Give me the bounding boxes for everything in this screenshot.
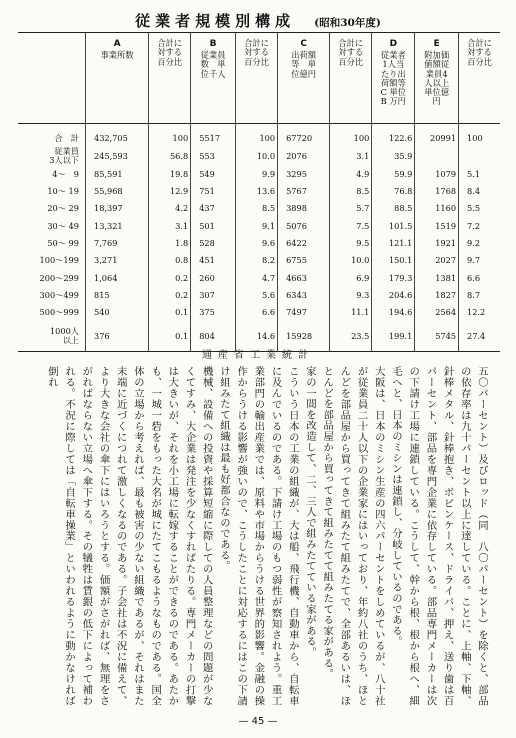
table-cell: 4663 (278, 269, 330, 286)
table-cell: 451 (191, 252, 236, 269)
page-header (0, 10, 516, 31)
column-letter: C (300, 39, 307, 49)
column-header (459, 33, 500, 124)
paragraph: こういう日本の工業の組織が、大は船、飛行機、自動車から、自転車に及んでいるのである。下請け工場のもつ弱性が察知されよう。重工業部門の輸出産業では、原料や市場からうける世界的影響。金融の操作からうける影響が強いので、こうしたことに対応するにはこの下請け組みたて組織は最も好都合なのである。 (217, 366, 299, 706)
table-cell: 150.1 (372, 252, 415, 269)
table-cell (415, 147, 459, 165)
row-label (18, 304, 85, 321)
table-cell: 751 (191, 183, 236, 200)
table-cell: 3.1 (149, 218, 191, 235)
row-label (18, 235, 85, 252)
table-cell: 6.9 (330, 269, 372, 286)
table-cell: 13.6 (236, 183, 278, 200)
column-header-line: 円 (432, 96, 441, 107)
table-cell: 2027 (415, 252, 459, 269)
table-cell: 100 (459, 124, 500, 148)
column-header-line: 人以上 (424, 77, 450, 88)
table-cell: 100 (330, 124, 372, 148)
column-letter: A (113, 39, 121, 49)
table-cell: 540 (85, 304, 148, 321)
table-row (18, 218, 500, 235)
table-cell: 11.1 (330, 304, 372, 321)
column-letter: B (209, 39, 217, 49)
stats-table (18, 32, 500, 352)
table-cell: 2076 (278, 147, 330, 165)
table-row (18, 287, 500, 304)
table-row (18, 124, 500, 148)
table-cell: 179.3 (372, 269, 415, 286)
row-label (18, 147, 85, 165)
row-label-text: 合 計 (54, 133, 79, 144)
table-cell: 10.0 (236, 147, 278, 165)
table-cell: 1921 (415, 235, 459, 252)
column-header-line: 数 単 (200, 59, 226, 70)
row-label (18, 269, 85, 286)
table-cell: 0.2 (149, 269, 191, 286)
table-cell: 1768 (415, 183, 459, 200)
table-cell: 437 (191, 200, 236, 217)
table-cell: 1827 (415, 287, 459, 304)
row-label-text: 300〜499 (39, 289, 79, 300)
row-label-text-2: 3人以下 (49, 155, 79, 166)
table-cell: 6.6 (459, 269, 500, 286)
row-label (18, 200, 85, 217)
table-cell: 15928 (278, 321, 330, 352)
table-cell: 23.5 (330, 321, 372, 352)
table-row (18, 235, 500, 252)
column-header-line: 等 単 (291, 59, 317, 70)
table-cell: 5.7 (330, 200, 372, 217)
column-header (191, 33, 236, 124)
table-cell: 20991 (415, 124, 459, 148)
row-label-text: 500〜999 (39, 307, 79, 318)
table-cell: 4.2 (149, 200, 191, 217)
column-header-line: 従業者 (380, 50, 406, 61)
table-cell: 7497 (278, 304, 330, 321)
column-header-line: 百分比 (244, 56, 269, 67)
column-header-line: C 単位 (380, 87, 407, 98)
table-cell: 6343 (278, 287, 330, 304)
table-cell: 5767 (278, 183, 330, 200)
row-label (18, 183, 85, 200)
column-header-line: 1人当 (382, 59, 405, 70)
table-source: 通産省工業統計 (202, 350, 314, 361)
table-row (18, 166, 500, 183)
table-cell: 6422 (278, 235, 330, 252)
column-header (85, 33, 148, 124)
row-label-text: 200〜299 (39, 272, 79, 283)
column-letter: D (389, 39, 398, 49)
table-cell: 7.5 (330, 218, 372, 235)
table-cell: 9.5 (330, 235, 372, 252)
row-label (18, 166, 85, 183)
column-header-line: 業員4 (425, 68, 448, 79)
table-cell: 55,968 (85, 183, 148, 200)
column-header (372, 33, 415, 124)
table-cell: 88.5 (372, 200, 415, 217)
table-cell: 5.5 (459, 200, 500, 217)
row-label (18, 218, 85, 235)
table-cell: 59.9 (372, 166, 415, 183)
row-label-text: 1000人 (49, 326, 79, 337)
column-header-line: 百分比 (467, 56, 492, 67)
table-cell: 199.1 (372, 321, 415, 352)
table-cell: 5517 (191, 124, 236, 148)
row-label-text: 20〜 29 (47, 203, 79, 214)
table-cell: 8.2 (236, 252, 278, 269)
table-cell: 100 (149, 124, 191, 148)
table-cell: 9.3 (330, 287, 372, 304)
row-label (18, 287, 85, 304)
column-header-line: 合計に (244, 38, 269, 48)
table-header-row (18, 33, 500, 124)
column-header-line: 値額従 (424, 59, 450, 70)
table-cell: 5.6 (236, 287, 278, 304)
table-cell: 19.8 (149, 166, 191, 183)
table-cell: 1160 (415, 200, 459, 217)
column-header-line: 出荷額 (291, 50, 317, 61)
table-cell: 3898 (278, 200, 330, 217)
table-cell: 375 (191, 304, 236, 321)
table-cell: 1,064 (85, 269, 148, 286)
column-header-line: 対する (467, 47, 492, 58)
column-header-line: 事業所数 (100, 50, 134, 61)
column-header-line: 合計に (157, 38, 183, 48)
page-number: — 45 — (238, 716, 278, 727)
table-cell: 0.1 (149, 304, 191, 321)
table-cell: 35.9 (372, 147, 415, 165)
table-cell: 56.8 (149, 147, 191, 165)
body-text (28, 366, 490, 706)
table-cell: 4.7 (236, 269, 278, 286)
table-cell: 0.2 (149, 287, 191, 304)
table-cell: 6.6 (236, 304, 278, 321)
table-cell: 8.5 (330, 183, 372, 200)
table-cell: 245,593 (85, 147, 148, 165)
table-cell: 100 (236, 124, 278, 148)
table-cell: 2564 (415, 304, 459, 321)
column-header-line: B 万円 (380, 96, 406, 107)
table-cell: 9.7 (459, 252, 500, 269)
row-label (18, 124, 85, 148)
table-cell: 13,321 (85, 218, 148, 235)
paragraph: 機械、設備への投資や採算短縮に際しての人員整理などの問題が少なくてすみ、大企業は発注を少なくすればたりる。専門メーカーの打撃は大きいが、それを小工場に転嫁することができるのである。あたかも、一城一砦をもった大名が城にたてこもるようなものである。国全体の立場から考えれば、最も被害の少ない組織であるが、それはまた末端に近づくにつれて激しくなるのである。子会社は不況に備えて、より大きな会社の傘下にはいろうとする。価額がさがれば、無理をさがればならない立場へ傘下する。その犠牲は賃銀の低下によって補われる。不況に際しては「自転車操業」といわれるように動かなければ倒れ (45, 366, 213, 706)
table-cell: 5.1 (459, 166, 500, 183)
table-cell: 553 (191, 147, 236, 165)
column-header-line: 合計に (338, 38, 364, 48)
table-cell: 4.9 (330, 166, 372, 183)
table-cell: 307 (191, 287, 236, 304)
table-cell: 121.1 (372, 235, 415, 252)
column-header-line: 荷額等 (380, 77, 406, 88)
table-cell: 194.6 (372, 304, 415, 321)
table-cell: 260 (191, 269, 236, 286)
column-header-line: 合計に (467, 38, 492, 48)
column-header (330, 33, 372, 124)
table-row (18, 269, 500, 286)
column-header-line: 位千人 (200, 68, 226, 79)
column-header-line: 百分比 (157, 56, 183, 67)
paragraph: 五〇パーセント）及びロッド（同 八〇パーセント）を除くと、部品の依存率は九十パーセント以上に達している。ことに、上軸、下軸、針棒メタル、針棒抱き、ボビンケース、ドライバ、押え、送り歯は百パーセント、部品を専門企業に依存している。部品専門メーカーは次の下請け工場に連鎖している。こうして、幹から根、根から根へ、細毛へと、日本のミシンは連鎖し、分岐しているのである。 (389, 366, 488, 706)
table-cell: 9.9 (236, 166, 278, 183)
table-cell: 12.2 (459, 304, 500, 321)
table-row (18, 200, 500, 217)
table-cell: 8.4 (459, 183, 500, 200)
table-cell: 0.8 (149, 252, 191, 269)
table-row (18, 183, 500, 200)
column-header (149, 33, 191, 124)
row-label-text: 30〜 49 (47, 220, 79, 231)
page-title: 従業者規模別構成 (135, 12, 296, 30)
table-cell: 528 (191, 235, 236, 252)
column-header-line: 従業員 (200, 50, 226, 61)
table-cell: 101.5 (372, 218, 415, 235)
row-label-text: 従業員 (54, 146, 79, 157)
column-header-line: 附加価 (424, 50, 450, 61)
table-cell: 10.0 (330, 252, 372, 269)
column-header-line: 百分比 (338, 56, 364, 67)
table-cell: 804 (191, 321, 236, 352)
table-cell: 27.4 (459, 321, 500, 352)
table-cell: 67720 (278, 124, 330, 148)
table-cell: 376 (85, 321, 148, 352)
row-label-text: 100〜199 (39, 255, 79, 266)
table-cell: 1519 (415, 218, 459, 235)
table-cell: 815 (85, 287, 148, 304)
table-cell: 501 (191, 218, 236, 235)
column-header-line: 対する (338, 47, 364, 58)
table-cell: 8.5 (236, 200, 278, 217)
row-label-text: 50〜 99 (47, 237, 79, 248)
table-cell: 1.8 (149, 235, 191, 252)
table-row (18, 147, 500, 165)
row-label (18, 252, 85, 269)
table-body (18, 124, 500, 352)
column-header (18, 33, 85, 124)
row-label-text: 10〜 19 (47, 186, 79, 197)
column-header-line: 位億円 (291, 68, 317, 79)
table-cell: 1079 (415, 166, 459, 183)
table-cell: 76.8 (372, 183, 415, 200)
table-cell: 18,397 (85, 200, 148, 217)
table-cell: 7.2 (459, 218, 500, 235)
column-header (415, 33, 459, 124)
paragraph: 大阪は、日本のミシン生産の四六パーセントをしめているが、八十社が従業員二十人以下の企業家にはいっており、年約八社のうち、ほとんどを部品屋から買ってきて組みたて組みたてで、全部あるいは、ほとんどを部品屋から買ってきて組みたてて組みたてる家がある。 (321, 366, 385, 706)
table-row (18, 252, 500, 269)
table-row (18, 304, 500, 321)
table-cell: 9.2 (459, 235, 500, 252)
column-header-line: 単位億 (424, 87, 450, 98)
table-cell: 9.6 (236, 235, 278, 252)
column-header-line: 対する (157, 47, 183, 58)
table-cell: 5076 (278, 218, 330, 235)
table-cell: 12.9 (149, 183, 191, 200)
row-label-text: 4〜 9 (52, 168, 79, 179)
table-cell: 8.7 (459, 287, 500, 304)
table-cell: 122.6 (372, 124, 415, 148)
table-cell (459, 147, 500, 165)
table-cell: 432,705 (85, 124, 148, 148)
column-letter: E (433, 39, 440, 49)
paragraph: 家の一間を改造して、二、三人で組みたてている家がある。 (303, 366, 316, 658)
table-cell: 6755 (278, 252, 330, 269)
table-cell: 3,271 (85, 252, 148, 269)
table-cell: 85,591 (85, 166, 148, 183)
table-cell: 3295 (278, 166, 330, 183)
table-cell: 3.1 (330, 147, 372, 165)
column-header-line: たり出 (380, 68, 406, 79)
table-cell: 7,769 (85, 235, 148, 252)
table-cell: 1381 (415, 269, 459, 286)
row-label-text-2: 以上 (62, 335, 79, 346)
table-cell: 14.6 (236, 321, 278, 352)
table-cell: 5745 (415, 321, 459, 352)
title-note: (昭和30年度) (314, 17, 381, 29)
table-cell: 549 (191, 166, 236, 183)
table-cell: 204.6 (372, 287, 415, 304)
column-header (236, 33, 278, 124)
column-header (278, 33, 330, 124)
column-header-line: 対する (244, 47, 269, 58)
table-cell: 9.1 (236, 218, 278, 235)
table-cell: 0.1 (149, 321, 191, 352)
